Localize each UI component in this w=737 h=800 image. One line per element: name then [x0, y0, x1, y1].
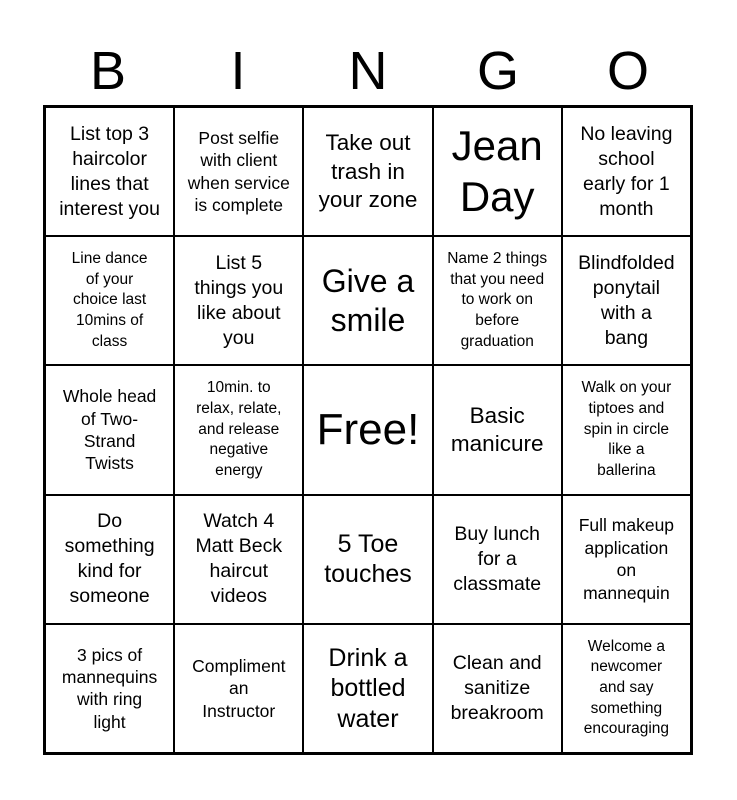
cell-text: Take out trash in your zone [318, 130, 418, 212]
bingo-cell[interactable] [303, 624, 432, 753]
cell-text: Do something kind for someone [64, 510, 155, 608]
bingo-cell[interactable] [562, 236, 691, 365]
cell-text: Watch 4 Matt Beck haircut videos [195, 510, 283, 608]
cell-text: Clean and sanitize breakroom [450, 651, 544, 724]
bingo-cell[interactable] [433, 107, 562, 236]
cell-text: Jean Day [451, 122, 543, 220]
cell-text: Line dance of your choice last 10mins of class [71, 250, 148, 350]
cell-text: Compliment an Instructor [192, 655, 286, 721]
cell-text: List top 3 haircolor lines that interest you [59, 122, 160, 220]
bingo-cell[interactable] [174, 107, 303, 236]
cell-text: Basic manicure [450, 402, 544, 456]
bingo-cell[interactable] [45, 107, 174, 236]
cell-text: Blindfolded ponytail with a bang [578, 251, 675, 349]
cell-text: Drink a bottled water [328, 643, 408, 733]
bingo-cell[interactable] [303, 236, 432, 365]
header-letter-g: G [476, 41, 519, 101]
bingo-board [43, 105, 693, 755]
cell-text: 5 Toe touches [324, 529, 412, 589]
cell-text: Whole head of Two- Strand Twists [62, 386, 157, 474]
bingo-cell[interactable] [562, 365, 691, 494]
free-space-text: Free! [316, 404, 420, 454]
bingo-cell[interactable] [174, 624, 303, 753]
cell-text: 3 pics of mannequins with ring light [61, 644, 158, 732]
bingo-cell[interactable] [433, 495, 562, 624]
header-letter-n: N [348, 41, 388, 101]
cell-text: 10min. to relax, relate, and release negative energy [196, 379, 282, 479]
cell-text: Post selfie with client when service is complete [187, 127, 290, 215]
bingo-cell[interactable] [562, 624, 691, 753]
header-letter-o: O [606, 41, 649, 101]
free-cell[interactable] [303, 365, 432, 494]
bingo-header [43, 36, 693, 106]
bingo-cell[interactable] [303, 495, 432, 624]
cell-text: No leaving school early for 1 month [580, 122, 673, 220]
cell-text: Walk on your tiptoes and spin in circle like a ballerina [581, 379, 672, 479]
bingo-cell[interactable] [562, 495, 691, 624]
bingo-cell[interactable] [174, 495, 303, 624]
bingo-cell[interactable] [433, 365, 562, 494]
bingo-cell[interactable] [45, 365, 174, 494]
cell-text: Full makeup application on mannequin [578, 515, 675, 603]
cell-text: Give a smile [321, 262, 415, 338]
bingo-cell[interactable] [433, 624, 562, 753]
cell-text: Name 2 things that you need to work on before graduation [447, 250, 548, 350]
bingo-cell[interactable] [433, 236, 562, 365]
cell-text: Buy lunch for a classmate [453, 522, 542, 595]
bingo-cell[interactable] [174, 236, 303, 365]
bingo-cell[interactable] [174, 365, 303, 494]
bingo-cell[interactable] [45, 495, 174, 624]
cell-text: Welcome a newcomer and say something encouraging [583, 637, 670, 738]
bingo-cell[interactable] [45, 236, 174, 365]
header-letter-b: B [89, 41, 127, 101]
cell-text: List 5 things you like about you [194, 251, 284, 349]
header-letter-i: I [230, 41, 246, 101]
bingo-cell[interactable] [562, 107, 691, 236]
bingo-cell[interactable] [45, 624, 174, 753]
bingo-cell[interactable] [303, 107, 432, 236]
